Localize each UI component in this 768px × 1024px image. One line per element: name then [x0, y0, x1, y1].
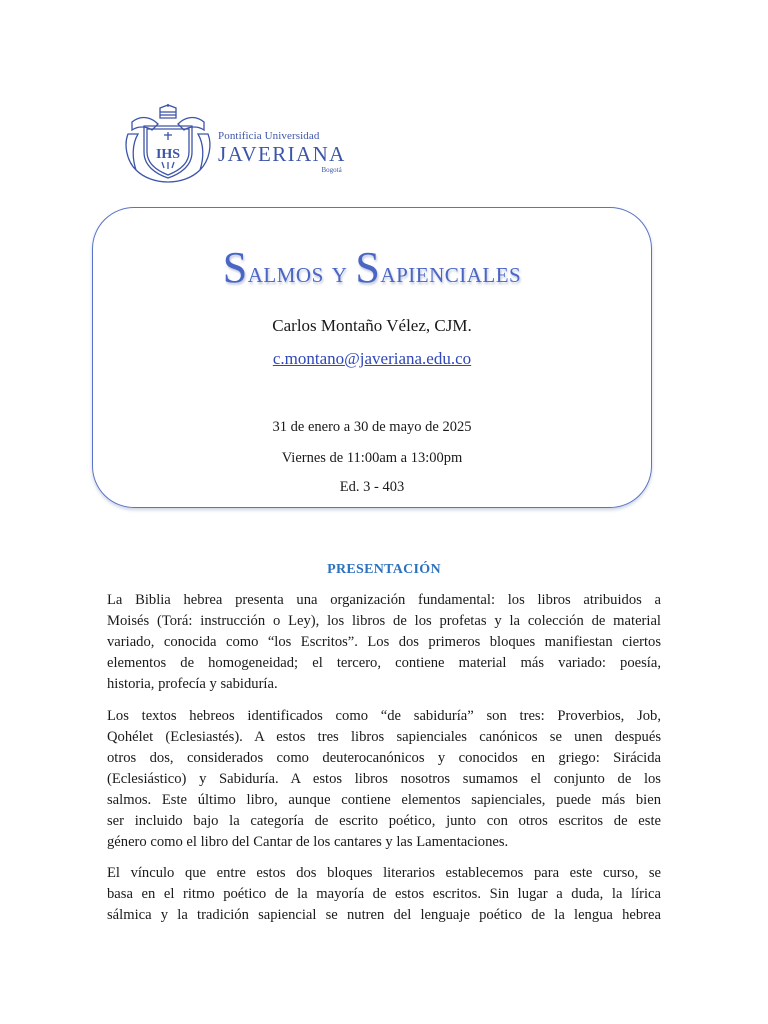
text-line: Qohélet (Eclesiastés). A estos tres libros sapienciales canónicos se unen después: [107, 728, 661, 745]
paragraph-1: [107, 590, 661, 695]
text-line: género como el libro del Cantar de los cantares y las Lamentaciones.: [107, 833, 509, 850]
text-line: El vínculo que entre estos dos bloques literarios establecemos para este curso, se: [107, 865, 661, 881]
author-email-link[interactable]: c.montano@javeriana.edu.co: [272, 349, 472, 368]
university-name-line2: JAVERIANA: [218, 142, 346, 166]
text-line: La Biblia hebrea presenta una organización fundamental: los libros atribuidos a: [107, 592, 661, 608]
text-line: Moisés (Torá: instrucción o Ley), los libros de los profetas y la colección de material: [107, 613, 661, 629]
course-title-part-1: almos y: [247, 256, 356, 289]
body-text: [107, 590, 661, 937]
text-line: elementos de homogeneidad; el tercero, contiene material más variado: poesía,: [107, 655, 661, 671]
course-room: Ed. 3 - 403: [339, 479, 405, 495]
text-line: (Eclesiástico) y Sabiduría. A estos libros nosotros sumamos el conjunto de los: [107, 770, 661, 787]
course-dates: 31 de enero a 30 de mayo de 2025: [272, 419, 472, 435]
text-line: salmos. Este último libro, aunque contiene elementos sapienciales, puede más bien: [107, 791, 661, 808]
text-line: ser incluido bajo la categoría de escrito poético, junto con otros escritos de este: [107, 812, 661, 829]
text-line: otros dos, considerados como deuterocanónicos y conocidos en griego: Sirácida: [107, 749, 661, 766]
text-line: variado, conocida como “los Escritos”. Los dos primeros bloques manifiestan ciertos: [107, 634, 661, 650]
section-heading: PRESENTACIÓN: [327, 562, 441, 577]
course-header-box: [92, 207, 652, 508]
course-title: [93, 244, 651, 297]
university-name-line1: Pontificia Universidad: [218, 130, 320, 142]
course-schedule: Viernes de 11:00am a 13:00pm: [281, 450, 463, 466]
course-title-initial-2: S: [355, 243, 381, 292]
university-city: Bogotá: [321, 166, 342, 174]
course-title-initial-1: S: [222, 243, 248, 292]
text-line: Los textos hebreos identificados como “de sabiduría” son tres: Proverbios, Job,: [107, 707, 661, 724]
university-logo: [120, 104, 350, 184]
paragraph-2: [107, 706, 661, 853]
university-crest-icon: [122, 104, 214, 184]
text-line: sálmica y la tradición sapiencial se nutren del lenguaje poético de la lengua hebrea: [107, 907, 661, 923]
university-name: [218, 130, 346, 174]
crest-monogram: IHS: [155, 147, 181, 162]
paragraph-3: [107, 863, 661, 926]
text-line: historia, profecía y sabiduría.: [107, 676, 278, 692]
author-name: Carlos Montaño Vélez, CJM.: [272, 316, 472, 335]
text-line: basa en el ritmo poético de la mayoría de estos escritos. Sin lugar a duda, la lírica: [107, 886, 661, 902]
course-title-part-2: apienciales: [380, 256, 522, 289]
